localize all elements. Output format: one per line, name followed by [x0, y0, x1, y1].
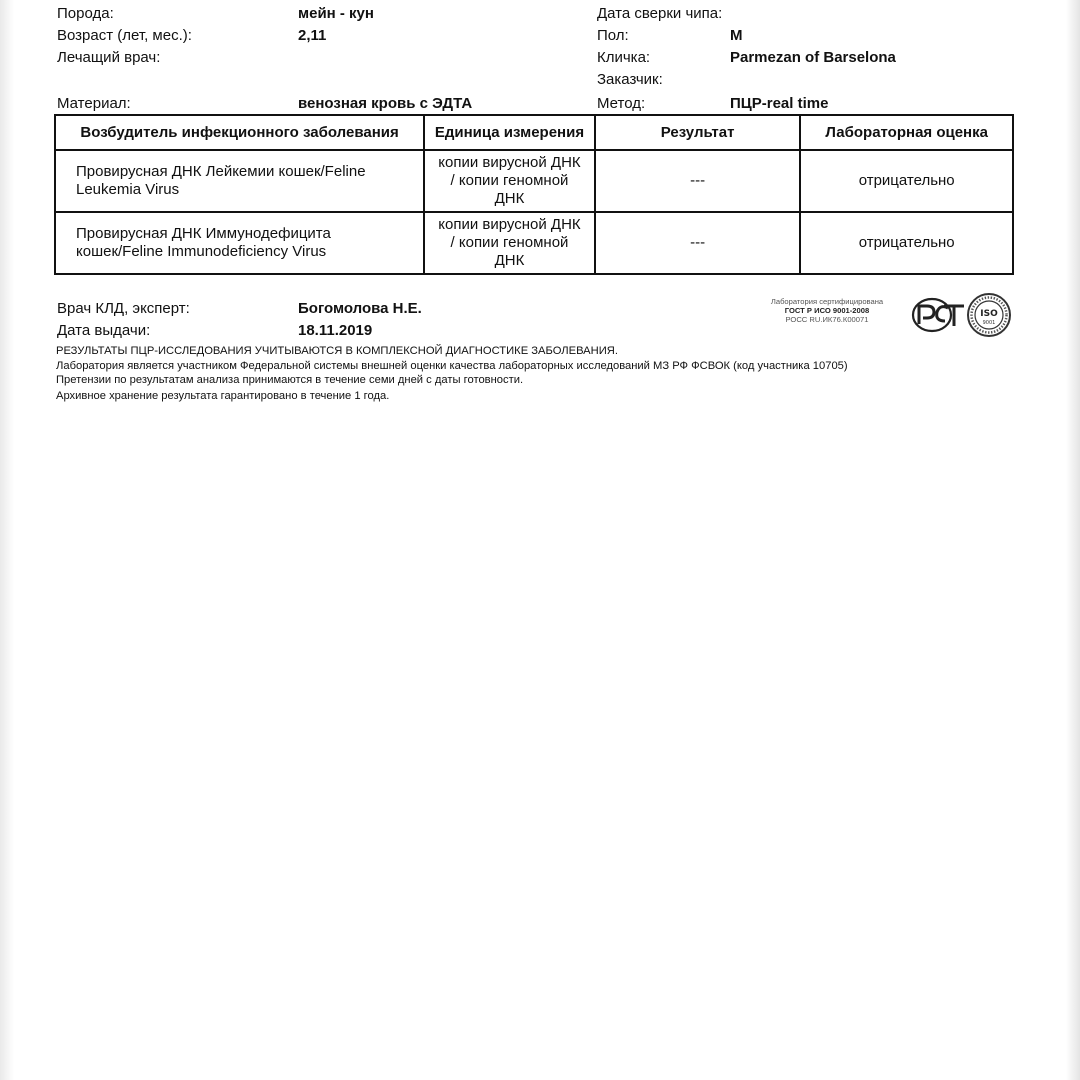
pathogen-cell	[55, 212, 424, 274]
pathogen-line: Провирусная ДНК Лейкемии кошек/Feline	[76, 163, 366, 180]
column-header-result: Результат	[595, 115, 801, 150]
material-value: венозная кровь с ЭДТА	[298, 95, 473, 112]
unit-cell	[424, 150, 595, 212]
note-line: Лаборатория является участником Федеральной системы внешней оценки качества лабораторных исследований МЗ РФ ФСВОК (код участника 10705)	[56, 360, 848, 372]
iso-label: ISO	[980, 309, 998, 319]
issue-date-label: Дата выдачи:	[57, 322, 151, 339]
result-cell: ---	[595, 150, 801, 212]
cert-line: РОСС RU.ИК76.К00071	[785, 315, 869, 324]
vet-label: Лечащий врач:	[57, 49, 161, 66]
cert-line: ГОСТ Р ИСО 9001-2008	[784, 306, 870, 315]
pathogen-cell	[55, 150, 424, 212]
column-header-pathogen: Возбудитель инфекционного заболевания	[55, 115, 424, 150]
column-header-assessment: Лабораторная оценка	[800, 115, 1013, 150]
iso-number: 9001	[982, 320, 996, 326]
result-cell: ---	[595, 212, 801, 274]
results-table	[54, 114, 1014, 275]
method-value: ПЦР-real time	[730, 95, 829, 112]
unit-line: / копии геномной	[450, 172, 569, 189]
age-label: Возраст (лет, мес.):	[57, 27, 192, 44]
breed-label: Порода:	[57, 5, 114, 22]
material-label: Материал:	[57, 95, 131, 112]
chip-date-label: Дата сверки чипа:	[597, 5, 723, 22]
assessment-cell: отрицательно	[800, 150, 1013, 212]
method-label: Метод:	[597, 95, 646, 112]
sex-label: Пол:	[597, 27, 629, 44]
certification-text	[748, 297, 906, 324]
table-row	[55, 150, 1013, 212]
unit-line: / копии геномной	[450, 234, 569, 251]
expert-value: Богомолова Н.Е.	[298, 300, 422, 317]
unit-line: ДНК	[494, 252, 525, 269]
rostest-mark-icon	[910, 294, 966, 336]
pathogen-line: кошек/Feline Immunodeficiency Virus	[76, 243, 327, 260]
name-value: Parmezan of Barselona	[730, 49, 896, 66]
pathogen-line: Провирусная ДНК Иммунодефицита	[76, 225, 331, 242]
page-shadow-right	[1066, 0, 1080, 1080]
note-line: Архивное хранение результата гарантировано в течение 1 года.	[56, 390, 390, 402]
customer-label: Заказчик:	[597, 71, 663, 88]
cert-line: Лаборатория сертифицирована	[770, 297, 884, 306]
note-line: РЕЗУЛЬТАТЫ ПЦР-ИССЛЕДОВАНИЯ УЧИТЫВАЮТСЯ В КОМПЛЕКСНОЙ ДИАГНОСТИКЕ ЗАБОЛЕВАНИЯ.	[56, 345, 618, 357]
unit-line: копии вирусной ДНК	[438, 216, 581, 233]
assessment-cell: отрицательно	[800, 212, 1013, 274]
unit-line: копии вирусной ДНК	[438, 154, 581, 171]
unit-cell	[424, 212, 595, 274]
pathogen-line: Leukemia Virus	[76, 181, 180, 198]
note-line: Претензии по результатам анализа принимаются в течение семи дней с даты готовности.	[56, 374, 524, 386]
unit-line: ДНК	[494, 190, 525, 207]
breed-value: мейн - кун	[298, 5, 374, 22]
page-shadow-left	[0, 0, 14, 1080]
name-label: Кличка:	[597, 49, 651, 66]
column-header-unit: Единица измерения	[424, 115, 595, 150]
sex-value: М	[730, 27, 743, 44]
iso-9001-seal-icon	[966, 292, 1012, 338]
issue-date-value: 18.11.2019	[298, 322, 373, 339]
table-header-row	[55, 115, 1013, 150]
table-row	[55, 212, 1013, 274]
age-value: 2,11	[298, 27, 327, 44]
expert-label: Врач КЛД, эксперт:	[57, 300, 190, 317]
